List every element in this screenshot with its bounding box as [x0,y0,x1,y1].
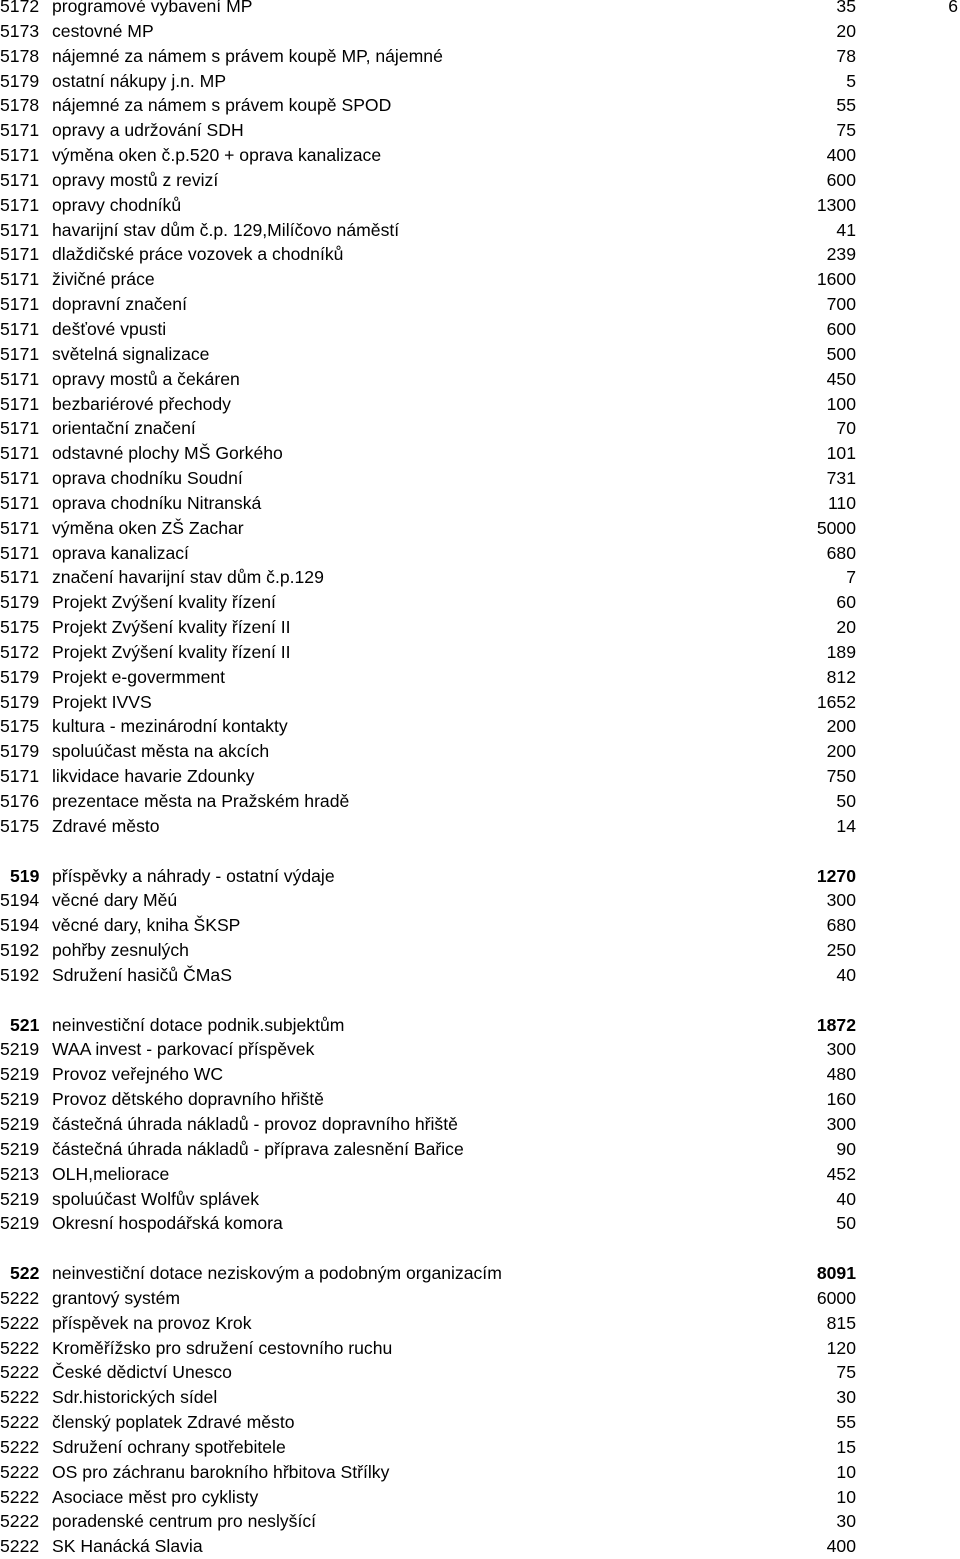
item-label: neinvestiční dotace podnik.subjektům [52,1014,345,1035]
item-code: 5171 [0,418,40,439]
item-label: likvidace havarie Zdounky [52,766,255,787]
budget-row [0,516,960,541]
item-code: 5171 [0,269,40,290]
section-spacer [0,839,960,864]
item-code: 5179 [0,70,40,91]
item-amount: 450 [826,368,856,389]
item-label: WAA invest - parkovací příspěvek [52,1039,315,1060]
budget-row [0,565,960,590]
item-amount: 600 [826,318,856,339]
budget-row [0,491,960,516]
budget-row [0,367,960,392]
section-spacer [0,988,960,1013]
item-label: Projekt e-govermment [52,666,226,687]
item-amount: 680 [826,542,856,563]
item-code: 5173 [0,20,40,41]
item-amount: 5 [846,70,856,91]
item-code: 5222 [0,1387,40,1408]
item-label: příspěvek na provoz Krok [52,1312,252,1333]
item-amount: 680 [826,915,856,936]
budget-row [0,1509,960,1534]
item-amount: 10 [836,1461,856,1482]
item-amount: 600 [826,169,856,190]
item-code: 5192 [0,964,40,985]
item-code: 5219 [0,1188,40,1209]
budget-row [0,764,960,789]
item-amount: 239 [826,244,856,265]
item-code: 521 [10,1014,40,1035]
budget-row [0,143,960,168]
budget-row [0,615,960,640]
item-amount: 20 [836,617,856,638]
item-code: 5219 [0,1138,40,1159]
item-code: 5171 [0,294,40,315]
item-amount: 90 [836,1138,856,1159]
item-label: světelná signalizace [52,343,210,364]
item-amount: 1652 [816,691,856,712]
item-amount: 400 [826,1536,856,1557]
item-label: značení havarijní stav dům č.p.129 [52,567,324,588]
item-amount: 731 [826,468,856,489]
item-code: 5171 [0,145,40,166]
budget-row [0,1410,960,1435]
item-amount: 300 [826,890,856,911]
budget-row [0,640,960,665]
budget-row [0,19,960,44]
budget-row [0,1385,960,1410]
item-label: dešťové vpusti [52,318,167,339]
budget-row [0,118,960,143]
item-label: neinvestiční dotace neziskovým a podobným organizacím [52,1263,502,1284]
item-label: Asociace měst pro cyklisty [52,1486,259,1507]
item-label: nájemné za námem s právem koupě MP, nájemné [52,45,443,66]
item-amount: 160 [826,1089,856,1110]
budget-row [0,665,960,690]
item-amount: 50 [836,1213,856,1234]
item-amount: 1872 [816,1014,856,1035]
budget-row [0,416,960,441]
budget-row [0,690,960,715]
item-label: dlaždičské práce vozovek a chodníků [52,244,344,265]
item-label: České dědictví Unesco [52,1362,232,1383]
item-code: 5171 [0,244,40,265]
item-label: Sdružení hasičů ČMaS [52,964,232,985]
item-amount: 1300 [816,194,856,215]
item-code: 5219 [0,1064,40,1085]
budget-row [0,0,960,19]
budget-row [0,44,960,69]
budget-row [0,789,960,814]
item-code: 5222 [0,1486,40,1507]
item-label: pohřby zesnulých [52,940,189,961]
item-label: příspěvky a náhrady - ostatní výdaje [52,865,335,886]
item-label: bezbariérové přechody [52,393,231,414]
item-label: opravy chodníků [52,194,182,215]
budget-row [0,739,960,764]
item-code: 5175 [0,815,40,836]
item-label: havarijní stav dům č.p. 129,Milíčovo náměstí [52,219,400,240]
item-amount: 200 [826,741,856,762]
budget-row [0,913,960,938]
budget-row [0,242,960,267]
item-code: 5179 [0,592,40,613]
item-amount: 120 [826,1337,856,1358]
item-code: 5222 [0,1511,40,1532]
group-header-row [0,1013,960,1038]
item-amount: 8091 [816,1263,856,1284]
budget-row [0,193,960,218]
item-label: členský poplatek Zdravé město [52,1412,295,1433]
item-code: 5171 [0,169,40,190]
item-code: 5219 [0,1113,40,1134]
item-label: výměna oken č.p.520 + oprava kanalizace [52,145,382,166]
item-amount: 812 [826,666,856,687]
item-amount: 400 [826,145,856,166]
item-amount: 480 [826,1064,856,1085]
item-code: 522 [10,1263,40,1284]
item-label: grantový systém [52,1287,181,1308]
item-code: 5172 [0,0,40,16]
item-code: 5171 [0,318,40,339]
item-label: Zdravé město [52,815,160,836]
item-label: cestovné MP [52,20,154,41]
item-label: spoluúčast Wolfův splávek [52,1188,259,1209]
item-label: Sdr.historických sídel [52,1387,218,1408]
item-code: 5222 [0,1287,40,1308]
item-code: 5171 [0,368,40,389]
budget-row [0,93,960,118]
budget-row [0,1112,960,1137]
item-label: částečná úhrada nákladů - provoz dopravního hřiště [52,1113,458,1134]
item-label: OS pro záchranu barokního hřbitova Střílky [52,1461,390,1482]
item-code: 5171 [0,120,40,141]
item-amount: 300 [826,1113,856,1134]
budget-row [0,1336,960,1361]
item-amount: 30 [836,1511,856,1532]
item-code: 5222 [0,1312,40,1333]
item-amount: 40 [836,1188,856,1209]
item-amount: 30 [836,1387,856,1408]
item-label: kultura - mezinárodní kontakty [52,716,288,737]
budget-row [0,466,960,491]
item-label: Kroměřížsko pro sdružení cestovního ruchu [52,1337,393,1358]
item-label: opravy mostů a čekáren [52,368,240,389]
item-code: 5171 [0,542,40,563]
item-label: Provoz dětského dopravního hřiště [52,1089,324,1110]
item-code: 5178 [0,45,40,66]
budget-row [0,1534,960,1559]
section-spacer [0,1236,960,1261]
item-label: oprava chodníku Soudní [52,468,243,489]
budget-row [0,1435,960,1460]
budget-row [0,1311,960,1336]
item-amount: 110 [827,492,856,513]
item-code: 5171 [0,766,40,787]
item-label: poradenské centrum pro neslyšící [52,1511,317,1532]
item-code: 5194 [0,890,40,911]
item-label: částečná úhrada nákladů - příprava zalesnění Bařice [52,1138,464,1159]
item-amount: 1270 [816,865,856,886]
budget-row [0,441,960,466]
budget-row [0,1360,960,1385]
budget-row [0,714,960,739]
item-amount: 15 [836,1436,856,1457]
item-code: 5171 [0,517,40,538]
item-code: 5219 [0,1039,40,1060]
item-amount: 75 [836,120,856,141]
item-code: 5171 [0,393,40,414]
item-code: 5171 [0,492,40,513]
item-label: opravy mostů z revizí [52,169,219,190]
budget-row [0,963,960,988]
item-label: nájemné za námem s právem koupě SPOD [52,95,392,116]
item-amount: 5000 [816,517,856,538]
item-label: výměna oken ZŠ Zachar [52,517,244,538]
item-code: 5194 [0,915,40,936]
item-code: 5176 [0,791,40,811]
budget-row [0,267,960,292]
budget-row [0,1211,960,1236]
item-label: SK Hanácká Slavia [52,1536,203,1557]
item-label: Projekt Zvýšení kvality řízení II [52,617,291,638]
budget-row [0,392,960,417]
budget-row [0,541,960,566]
item-code: 5219 [0,1089,40,1110]
item-code: 519 [10,865,40,886]
item-amount: 189 [826,641,856,662]
item-amount: 815 [826,1312,856,1333]
item-amount: 14 [836,815,856,836]
item-label: Sdružení ochrany spotřebitele [52,1436,286,1457]
item-amount: 10 [836,1486,856,1507]
item-code: 5222 [0,1412,40,1433]
item-code: 5171 [0,343,40,364]
item-amount: 100 [826,393,856,414]
item-code: 5222 [0,1337,40,1358]
item-code: 5175 [0,716,40,737]
item-code: 5175 [0,617,40,638]
item-code: 5178 [0,95,40,116]
item-amount: 55 [836,95,856,116]
item-amount: 50 [836,791,856,811]
item-label: Provoz veřejného WC [52,1064,224,1085]
page-number: 6 [948,0,958,16]
item-amount: 1600 [816,269,856,290]
item-amount: 60 [836,592,856,613]
item-amount: 700 [826,294,856,315]
budget-row [0,317,960,342]
item-code: 5192 [0,940,40,961]
budget-row [0,1087,960,1112]
item-code: 5171 [0,468,40,489]
item-code: 5171 [0,443,40,464]
item-amount: 78 [836,45,856,66]
item-label: orientační značení [52,418,196,439]
item-amount: 55 [836,1412,856,1433]
item-amount: 35 [836,0,856,16]
item-amount: 300 [826,1039,856,1060]
budget-row [0,590,960,615]
item-amount: 750 [826,766,856,787]
item-code: 5222 [0,1436,40,1457]
item-code: 5172 [0,641,40,662]
budget-row [0,1460,960,1485]
budget-row [0,938,960,963]
item-label: ostatní nákupy j.n. MP [52,70,227,91]
budget-row [0,1037,960,1062]
budget-row [0,1062,960,1087]
item-code: 5219 [0,1213,40,1234]
budget-row [0,1137,960,1162]
item-label: dopravní značení [52,294,187,315]
item-label: oprava kanalizací [52,542,189,563]
item-amount: 75 [836,1362,856,1383]
item-amount: 250 [826,940,856,961]
item-code: 5222 [0,1362,40,1383]
item-code: 5171 [0,219,40,240]
item-label: spoluúčast města na akcích [52,741,270,762]
item-label: věcné dary Měú [52,890,178,911]
budget-row [0,888,960,913]
budget-row [0,292,960,317]
item-amount: 41 [836,219,856,240]
group-header-row [0,1261,960,1286]
item-code: 5171 [0,194,40,215]
item-label: věcné dary, kniha ŠKSP [52,915,241,936]
item-amount: 40 [836,964,856,985]
item-label: oprava chodníku Nitranská [52,492,262,513]
item-amount: 6000 [816,1287,856,1308]
item-amount: 200 [826,716,856,737]
item-label: programové vybavení MP [52,0,253,16]
item-label: odstavné plochy MŠ Gorkého [52,443,283,464]
item-code: 5171 [0,567,40,588]
item-label: Projekt Zvýšení kvality řízení [52,592,276,613]
item-label: živičné práce [52,269,155,290]
item-amount: 70 [836,418,856,439]
budget-row [0,814,960,839]
item-amount: 101 [826,443,856,464]
budget-row [0,1187,960,1212]
item-label: OLH,meliorace [52,1163,170,1184]
item-amount: 7 [846,567,856,588]
item-label: Okresní hospodářská komora [52,1213,283,1234]
item-amount: 452 [826,1163,856,1184]
budget-row [0,1162,960,1187]
item-amount: 500 [826,343,856,364]
item-code: 5222 [0,1461,40,1482]
item-code: 5179 [0,741,40,762]
budget-row [0,342,960,367]
item-label: prezentace města na Pražském hradě [52,791,350,811]
item-label: Projekt Zvýšení kvality řízení II [52,641,291,662]
item-code: 5179 [0,666,40,687]
budget-row [0,218,960,243]
budget-row [0,1286,960,1311]
budget-row [0,1485,960,1510]
budget-row [0,168,960,193]
group-header-row [0,864,960,889]
item-amount: 20 [836,20,856,41]
item-label: opravy a udržování SDH [52,120,244,141]
item-code: 5213 [0,1163,40,1184]
item-code: 5222 [0,1536,40,1557]
budget-row [0,69,960,94]
item-label: Projekt IVVS [52,691,152,712]
item-code: 5179 [0,691,40,712]
